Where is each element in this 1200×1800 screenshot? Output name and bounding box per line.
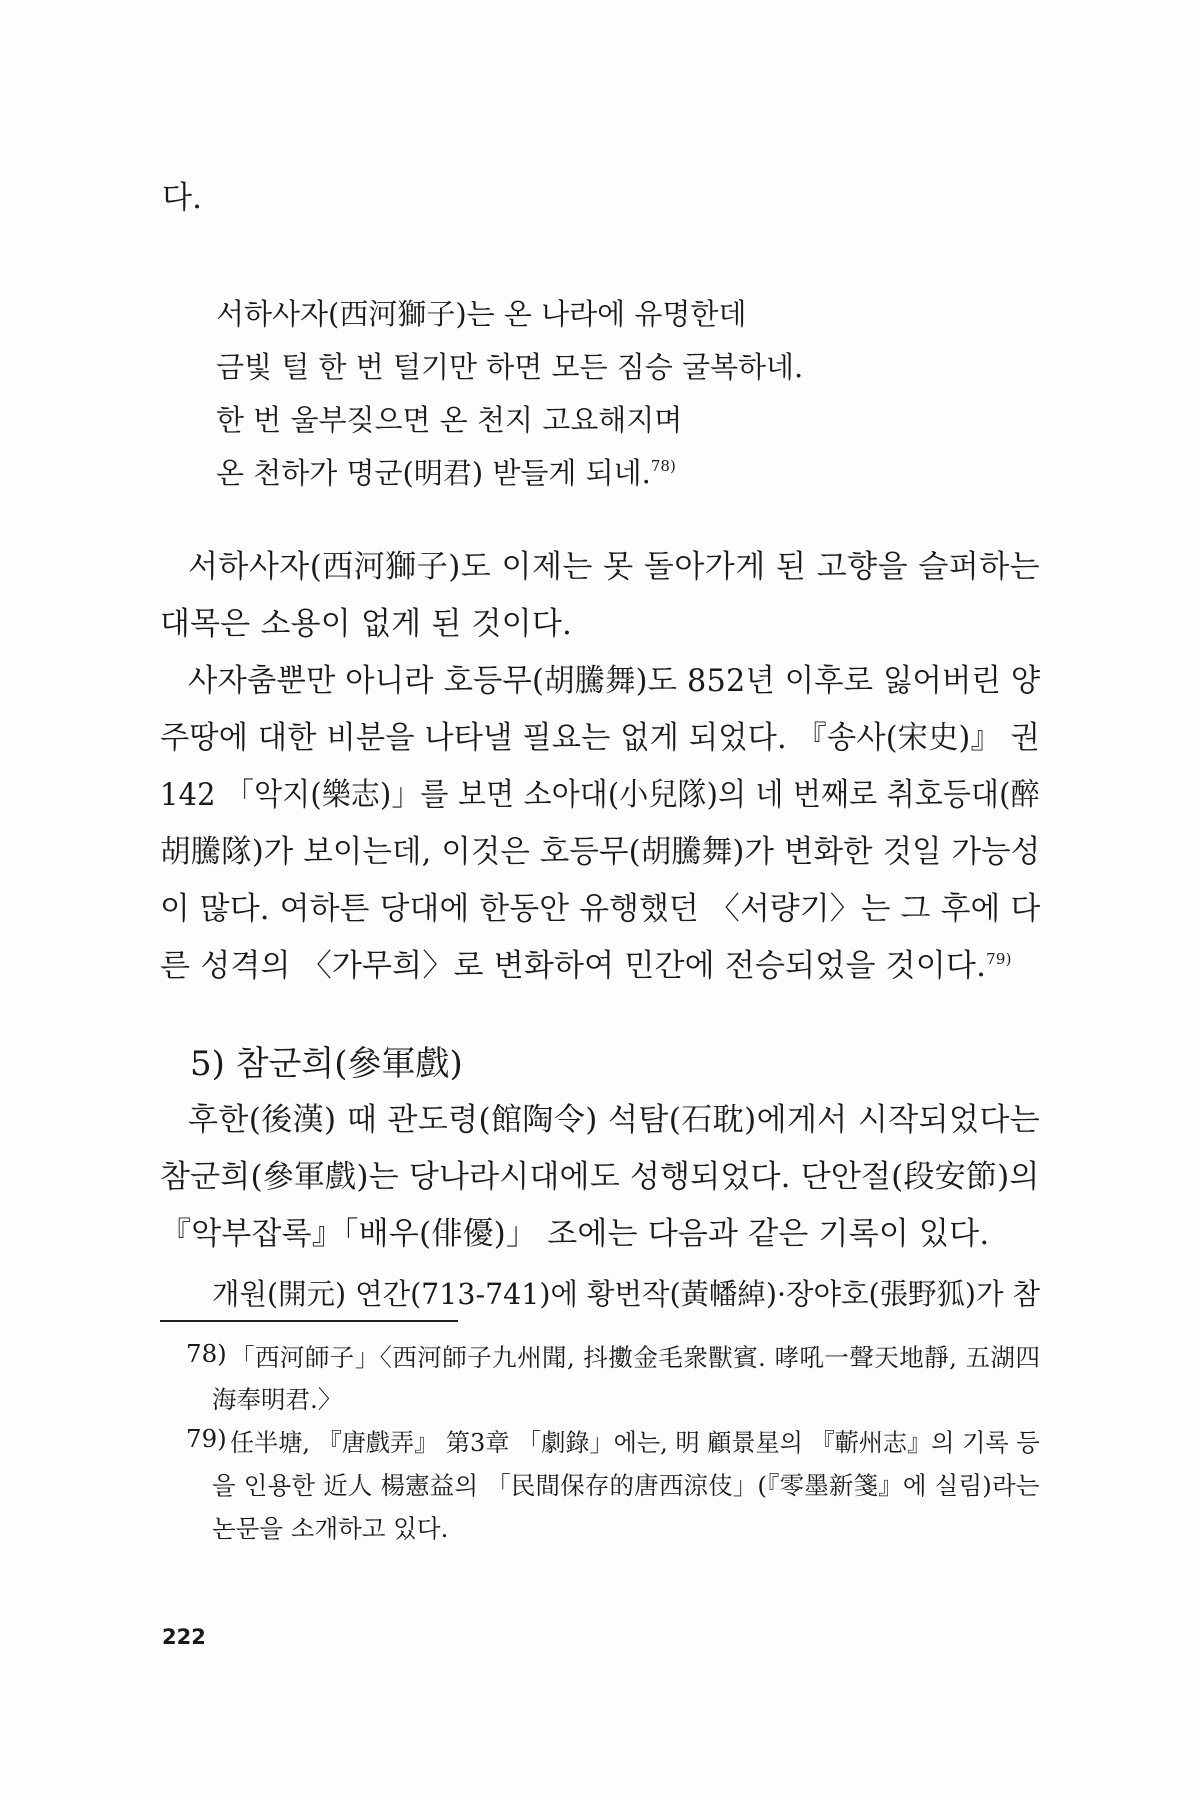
page-number: 222	[162, 1625, 206, 1649]
continuation-line: 다.	[162, 180, 203, 216]
footnote-79-number: 79)	[186, 1424, 227, 1453]
footnote-78-number: 78)	[186, 1339, 227, 1368]
footnote-ref-79[interactable]: 79)	[986, 950, 1012, 968]
footnote-79-line-2: 을 인용한 近人 楊憲益의 「民間保存的唐西涼伎」(『零墨新箋』에 실림)라는	[212, 1471, 1040, 1500]
poem-line-4-text: 온 천하가 명군(明君) 받들게 되네.	[216, 456, 651, 490]
poem-line-3: 한 번 울부짖으면 온 천지 고요해지며	[216, 403, 683, 437]
paragraph-3-line-1: 후한(後漢) 때 관도령(館陶令) 석탐(石耽)에게서 시작되었다는	[188, 1102, 1041, 1138]
paragraph-3-line-3: 『악부잡록』「배우(俳優)」 조에는 다음과 같은 기록이 있다.	[160, 1216, 990, 1252]
paragraph-2-line-4: 胡騰隊)가 보이는데, 이것은 호등무(胡騰舞)가 변화한 것일 가능성	[160, 834, 1041, 870]
paragraph-3-line-2: 참군희(參軍戲)는 당나라시대에도 성행되었다. 단안절(段安節)의	[160, 1159, 1040, 1195]
paragraph-1-line-1: 서하사자(西河獅子)도 이제는 못 돌아가게 된 고향을 슬퍼하는	[188, 549, 1041, 585]
poem-line-1: 서하사자(西河獅子)는 온 나라에 유명한데	[216, 297, 747, 331]
poem-line-2: 금빛 털 한 번 털기만 하면 모든 짐승 굴복하네.	[216, 350, 804, 384]
poem-line-4	[216, 451, 676, 492]
paragraph-1-line-2: 대목은 소용이 없게 된 것이다.	[160, 606, 573, 642]
paragraph-2-line-3: 142 「악지(樂志)」를 보면 소아대(小兒隊)의 네 번째로 취호등대(醉	[160, 777, 1040, 813]
paragraph-2-line-2: 주땅에 대한 비분을 나타낼 필요는 없게 되었다. 『송사(宋史)』 권	[160, 720, 1041, 756]
footnote-79-line-3: 논문을 소개하고 있다.	[212, 1514, 449, 1543]
footnote-78-line-2: 海奉明君.〉	[212, 1385, 343, 1414]
footnote-ref-78[interactable]: 78)	[650, 457, 676, 475]
quotation-line: 개원(開元) 연간(713-741)에 황번작(黃幡綽)·장야호(張野狐)가 참	[212, 1277, 1041, 1311]
footnote-79-line-1: 任半塘, 『唐戲弄』 第3章 「劇錄」에는, 明 顧景星의 『蘄州志』의 기록 등	[230, 1428, 1040, 1457]
footnote-divider	[160, 1320, 458, 1322]
paragraph-2-line-6-text: 른 성격의 〈가무희〉로 변화하여 민간에 전승되었을 것이다.	[160, 948, 987, 984]
footnote-78-line-1: 「西河師子」〈西河師子九州聞, 抖擻金毛衆獸賓. 哮吼一聲天地靜, 五湖四	[230, 1343, 1041, 1372]
paragraph-2-line-5: 이 많다. 여하튼 당대에 한동안 유행했던 〈서량기〉는 그 후에 다	[160, 891, 1041, 927]
section-heading: 5) 참군희(參軍戲)	[190, 1044, 463, 1084]
paragraph-2-line-6	[160, 940, 1012, 985]
paragraph-2-line-1: 사자춤뿐만 아니라 호등무(胡騰舞)도 852년 이후로 잃어버린 양	[188, 663, 1041, 699]
